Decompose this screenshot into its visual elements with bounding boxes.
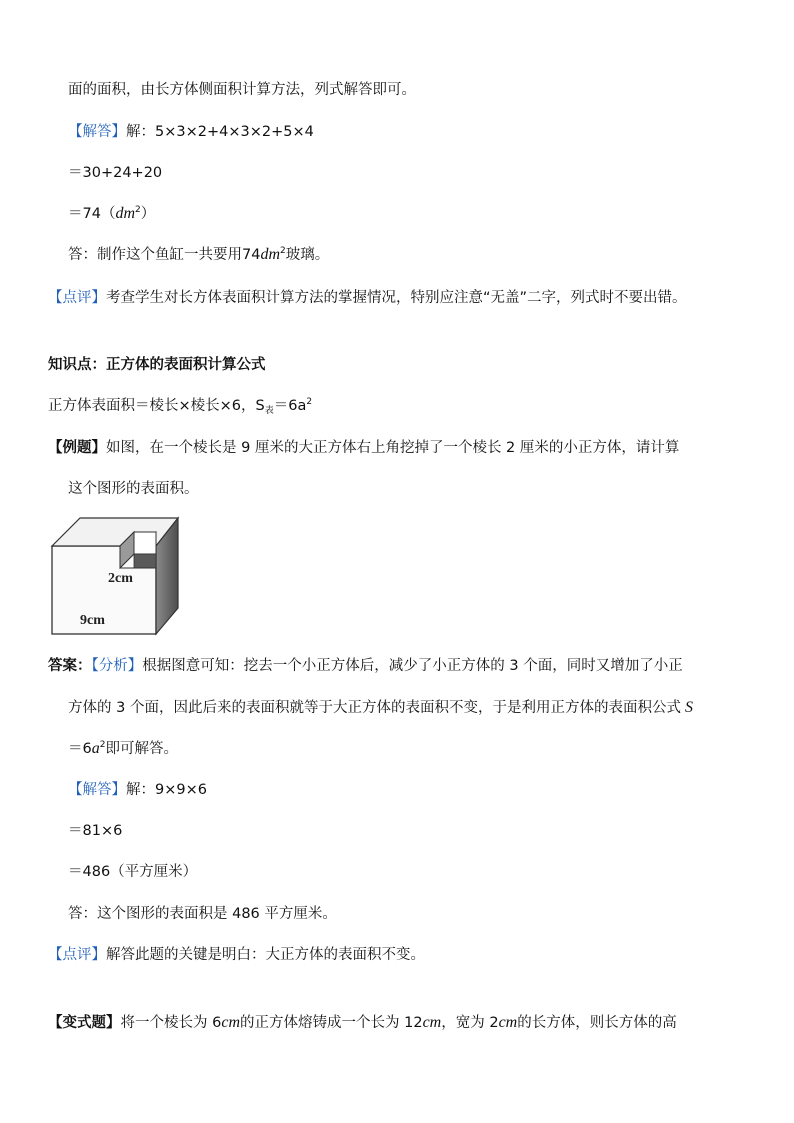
fenxi-tag: 【分析】 [91, 658, 143, 674]
variant-tag: 【变式题】 [48, 1015, 121, 1031]
jieda-tag: 【解答】 [68, 782, 126, 798]
label-big-edge: 9cm [80, 613, 105, 628]
unit-dm: dm [260, 246, 281, 263]
solution-step-2: ＝486（平方厘米） [68, 864, 198, 880]
dianping-tag: 【点评】 [48, 290, 106, 306]
formula-subscript: 表 [264, 406, 274, 416]
unit-cm: cm [498, 1014, 518, 1031]
prev-step-2-close: ） [140, 206, 156, 222]
analysis-line-1 [48, 656, 683, 676]
variable-s: S [684, 699, 693, 716]
example-tag: 【例题】 [48, 440, 106, 456]
formula-text: 正方体表面积＝棱长×棱长×6，S [48, 398, 265, 414]
dianping-tag: 【点评】 [48, 947, 106, 963]
prev-answer [68, 245, 329, 265]
analysis-text-1: 根据图意可知：挖去一个小正方体后，减少了小正方体的 3 个面，同时又增加了小正 [142, 658, 683, 674]
analysis-tail: 即可解答。 [105, 741, 178, 757]
answer-tag: 答案： [48, 658, 92, 674]
formula-line [48, 396, 312, 416]
example-line-2: 这个图形的表面积。 [68, 481, 199, 497]
analysis-eq: ＝6 [68, 741, 92, 757]
final-answer: 答：这个图形的表面积是 486 平方厘米。 [68, 906, 337, 922]
notch-back [134, 532, 156, 554]
label-small-edge: 2cm [108, 571, 133, 586]
prev-answer-tail: 玻璃。 [285, 247, 330, 263]
cube-figure [48, 514, 188, 638]
variable-a: a [91, 740, 100, 757]
example-line-1 [48, 438, 679, 458]
variant-line [48, 1013, 677, 1033]
unit-cm: cm [422, 1014, 442, 1031]
jieda-tag: 【解答】 [68, 124, 126, 140]
knowledge-point-title: 知识点：正方体的表面积计算公式 [48, 357, 266, 373]
comment-text: 解答此题的关键是明白：大正方体的表面积不变。 [106, 947, 425, 963]
variant-text-1: 将一个棱长为 6 [120, 1015, 222, 1031]
prev-step-2 [68, 204, 155, 224]
prev-answer-text: 答：制作这个鱼缸一共要用74 [68, 247, 261, 263]
formula-rhs: ＝6a [273, 398, 307, 414]
solution-step-1: ＝81×6 [68, 823, 123, 839]
analysis-line-3 [68, 739, 178, 759]
variant-text-4: 的长方体，则长方体的高 [517, 1015, 677, 1031]
hint-tail: 面的面积，由长方体侧面积计算方法，列式解答即可。 [68, 82, 416, 98]
prev-step-2-text: ＝74（ [68, 206, 116, 222]
prev-comment-text: 考查学生对长方体表面积计算方法的掌握情况，特别应注意“无盖”二字，列式时不要出错。 [106, 290, 687, 306]
comment-line [48, 945, 425, 965]
prev-comment [48, 288, 687, 308]
unit-dm: dm [115, 205, 136, 222]
solution-text: 解：9×9×6 [126, 782, 207, 798]
prev-solution-line [68, 122, 314, 142]
unit-exponent: 2 [135, 205, 141, 215]
variant-text-2: 的正方体熔铸成一个长为 12 [240, 1015, 423, 1031]
example-text: 如图，在一个棱长是 9 厘米的大正方体右上角挖掉了一个棱长 2 厘米的小正方体，请计算 [106, 440, 680, 456]
unit-cm: cm [221, 1014, 240, 1031]
analysis-line-2 [68, 698, 693, 718]
unit-exponent: 2 [280, 246, 286, 256]
notch-floor [134, 554, 156, 568]
variant-text-3: ，宽为 2 [441, 1015, 499, 1031]
analysis-exponent: 2 [99, 740, 106, 750]
prev-step-1: ＝30+24+20 [68, 165, 163, 181]
analysis-text-2: 方体的 3 个面，因此后来的表面积就等于大正方体的表面积不变，于是利用正方体的表面积公式 [68, 700, 681, 716]
formula-exponent: 2 [306, 397, 313, 407]
solution-line [68, 780, 207, 800]
prev-solution-text: 解：5×3×2+4×3×2+5×4 [126, 124, 314, 140]
